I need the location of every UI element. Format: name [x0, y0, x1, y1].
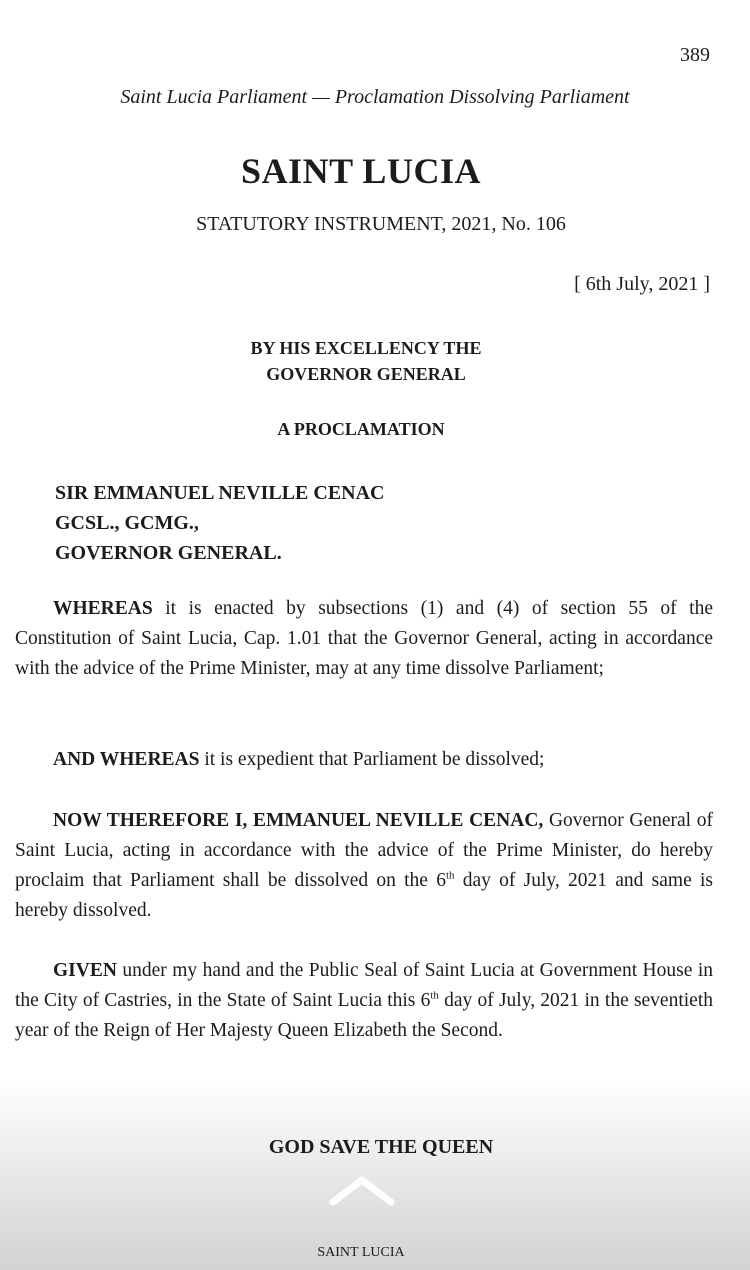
paragraph-whereas	[15, 594, 713, 684]
paragraph-text: under my hand and the Public Seal of Saint Lucia at Government House in the City of Castries, in the State of Saint Lucia this 6	[15, 960, 713, 1011]
paragraph-text: it is expedient that Parliament be dissolved;	[199, 749, 545, 770]
paragraph-given	[15, 956, 713, 1046]
authority-line-2: GOVERNOR GENERAL	[266, 364, 466, 384]
signatory-block	[55, 478, 385, 568]
paragraph-lead: NOW THEREFORE I, EMMANUEL NEVILLE CENAC,	[53, 810, 544, 831]
country-title: SAINT LUCIA	[241, 151, 481, 191]
signatory-honours: GCSL., GCMG.,	[55, 512, 199, 534]
authority-line-1: BY HIS EXCELLENCY THE	[250, 338, 482, 358]
closing-line: GOD SAVE THE QUEEN	[268, 1136, 494, 1158]
proclamation-heading: A PROCLAMATION	[277, 419, 445, 439]
ordinal-suffix: th	[445, 869, 455, 882]
signatory-office: GOVERNOR GENERAL.	[55, 542, 282, 564]
paragraph-lead: WHEREAS	[53, 598, 153, 619]
chevron-up-icon[interactable]	[327, 1170, 397, 1210]
instrument-date: [ 6th July, 2021 ]	[574, 273, 710, 295]
paragraph-and-whereas	[15, 745, 713, 775]
footer-country: SAINT LUCIA	[317, 1245, 405, 1260]
paragraph-text: it is enacted by subsections (1) and (4) of section 55 of the Constitution of Saint Lucia, Cap. 1.01 that the Governor General, acting in accordance with the advice of the Prime Minister, may at any time dissolve Parliament;	[15, 598, 713, 679]
ordinal-suffix: th	[430, 989, 439, 1002]
paragraph-lead: GIVEN	[53, 960, 117, 981]
paragraph-lead: AND WHEREAS	[53, 749, 200, 770]
paragraph-text: day of July, 2021 in the seventieth year of the Reign of Her Majesty Queen Elizabeth the Second.	[15, 990, 713, 1041]
instrument-number: STATUTORY INSTRUMENT, 2021, No. 106	[196, 213, 566, 235]
paragraph-text: day of July, 2021 and same is hereby dissolved.	[15, 870, 713, 921]
page-number: 389	[680, 44, 710, 66]
paragraph-text: Governor General of Saint Lucia, acting in accordance with the advice of the Prime Minister, do hereby proclaim that Parliament shall be dissolved on the 6	[15, 810, 713, 891]
running-head: Saint Lucia Parliament — Proclamation Dissolving Parliament	[120, 86, 630, 108]
paragraph-now-therefore	[15, 806, 713, 926]
authority-heading	[0, 335, 732, 387]
signatory-name: SIR EMMANUEL NEVILLE CENAC	[55, 482, 385, 504]
